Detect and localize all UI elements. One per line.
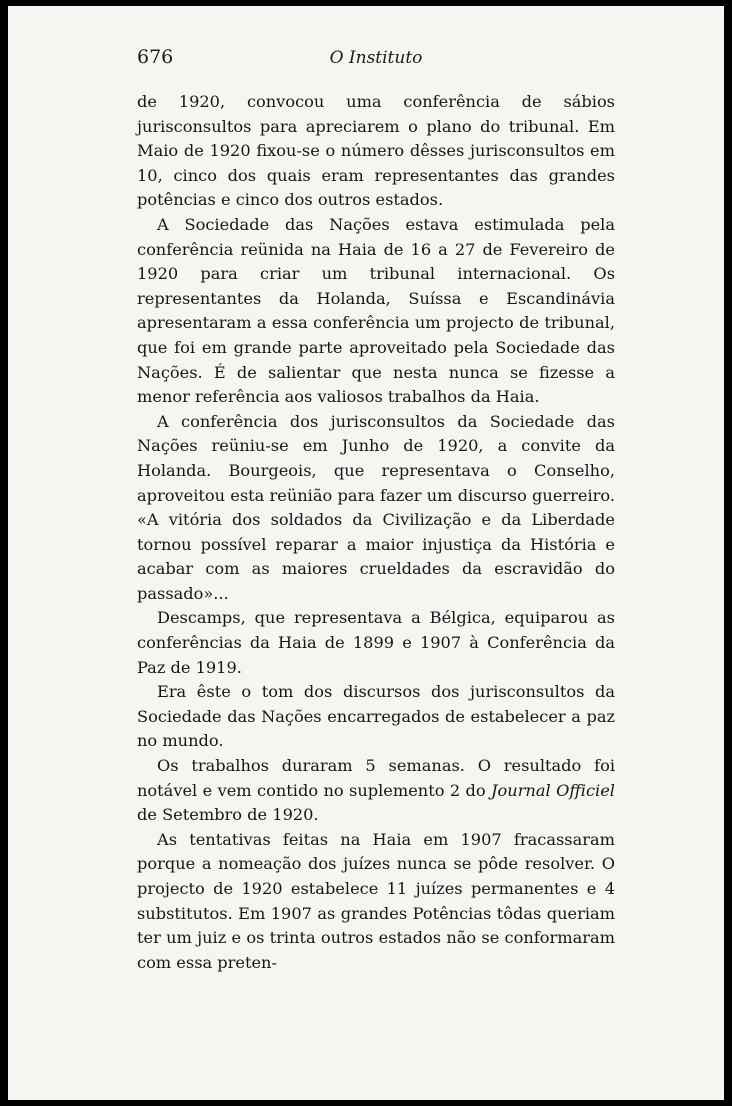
paragraph-2: A Sociedade das Nações estava estimulada pela conferência reünida na Haia de 16 a 27 de Fevereiro de 1920 para criar um tribunal internacional. Os representantes da Holanda, Suíssa e Escandinávia apresentaram a essa conferência um projecto de tribunal, que foi em grande parte aproveitado pela Sociedade das Nações. É de salientar que nesta nunca se fizesse a menor referência aos valiosos trabalhos da Haia. (137, 214, 615, 407)
paragraph-6-text-before: Os trabalhos duraram 5 semanas. O resultado foi notável e vem contido no suplemento 2 do (137, 756, 615, 800)
running-title: O Instituto (329, 48, 423, 68)
page-number: 676 (137, 46, 174, 68)
paragraph-7: As tentativas feitas na Haia em 1907 fracassaram porque a nomeação dos juízes nunca se pôde resolver. O projecto de 1920 estabelece 11 juízes permanentes e 4 substitutos. Em 1907 as grandes Potências tôdas queriam ter um juiz e os trinta outros estados não se conformaram com essa preten- (137, 829, 615, 972)
page-header (137, 46, 615, 76)
paragraph-5: Era êste o tom dos discursos dos jurisconsultos da Sociedade das Nações encarregados de estabelecer a paz no mundo. (137, 682, 615, 751)
paragraph-3: A conferência dos jurisconsultos da Sociedade das Nações reüniu-se em Junho de 1920, a convite da Holanda. Bourgeois, que representava o Conselho, aproveitou esta reünião para fazer um discurso guerreiro. «A vitória dos soldados da Civilização e da Liberdade tornou possível reparar a maior injustiça da História e acabar com as maiores crueldades da escravidão do passado»... (137, 411, 615, 603)
paragraph-6-text-after: de Setembro de 1920. (137, 805, 319, 825)
paragraph-1: de 1920, convocou uma conferência de sábios jurisconsultos para apreciarem o plano do tribunal. Em Maio de 1920 fixou-se o número dêsses jurisconsultos em 10, cinco dos quais eram representantes das grandes potências e cinco dos outros estados. (137, 92, 615, 210)
book-page (8, 6, 724, 1100)
paragraph-4: Descamps, que representava a Bélgica, equiparou as conferências da Haia de 1899 e 1907 à Conferência da Paz de 1919. (137, 608, 615, 677)
body-text (137, 90, 615, 975)
journal-title: Journal Officiel (491, 780, 615, 800)
paragraph-6 (137, 754, 615, 828)
